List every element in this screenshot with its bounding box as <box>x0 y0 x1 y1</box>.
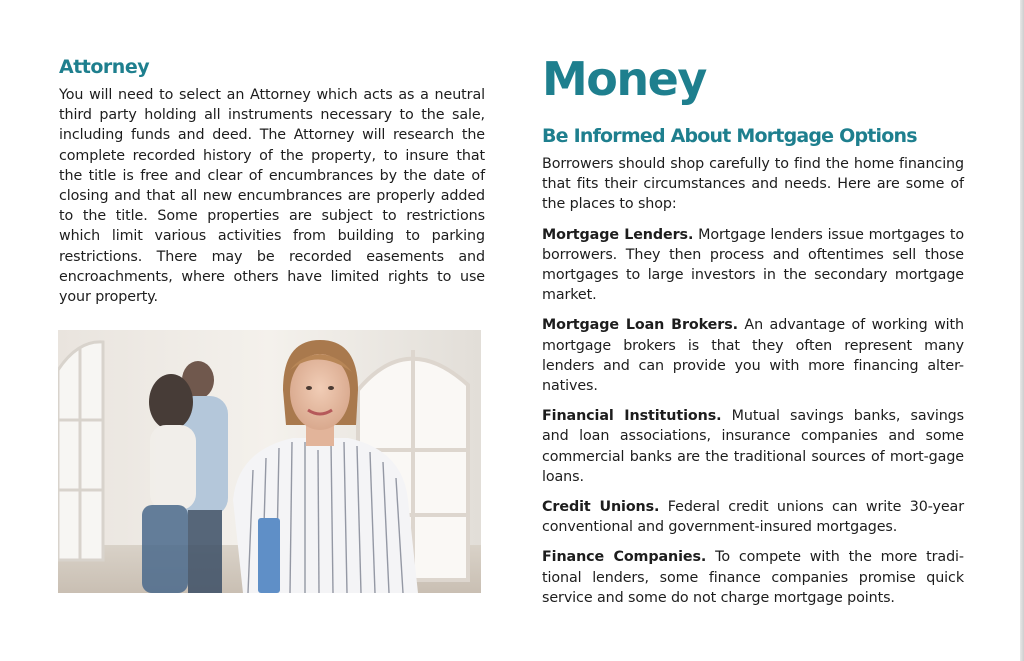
entry-text: Mortgage lenders issue mortgages to borrowers. They then process and oftentimes sell those mortgages to large investors in the secondary mortgage market. <box>542 226 964 304</box>
entry-text: An advantage of working with mortgage brokers is that they often represent many lenders and can provide you with more financing alter-natives. <box>542 317 965 395</box>
entry-text: Federal credit unions can write 30-year conventional and government-insured mortgages. <box>542 499 964 536</box>
entry-term: Credit Unions. <box>542 499 660 516</box>
entry-term: Mortgage Loan Brokers. <box>542 317 738 334</box>
attorney-heading: Attorney <box>59 56 150 78</box>
money-intro: Borrowers should shop carefully to find the home financing that fits their circumstances and needs. Here are some of the places to shop: <box>542 156 964 213</box>
entry-credit-unions <box>542 497 964 537</box>
page-edge <box>1020 0 1024 661</box>
entry-term: Finance Companies. <box>542 549 707 566</box>
entry-term: Mortgage Lenders. <box>542 226 694 243</box>
money-section <box>542 50 964 608</box>
realtor-photo <box>58 330 481 593</box>
attorney-paragraph: You will need to select an Attorney which acts as a neutral third party holding all instruments necessary to the sale, including funds and deed. The Attorney will research the complete recorded history of the property, to insure that the title is free and clear of encumbrances by the date of closing and that all new encumbrances are properly added to the title. Some properties are subject to restrictions which limit various activities from building to parking restrictions. There may be recorded easements and encroachments, where others have limited rights to use your property. <box>59 87 485 306</box>
mortgage-options-subheading: Be Informed About Mortgage Options <box>542 125 917 147</box>
money-heading: Money <box>542 52 706 106</box>
entry-text: Mutual savings banks, savings and loan associations, insurance companies and some commercial banks are the traditional sources of mort-gage loans. <box>542 408 965 485</box>
entry-text: To compete with the more tradi-tional lenders, some finance companies promise quick service and some do not charge mortgage points. <box>542 549 964 606</box>
entry-mortgage-loan-brokers <box>542 315 964 396</box>
entry-mortgage-lenders <box>542 225 964 306</box>
photo-illustration <box>58 330 481 593</box>
entry-term: Financial Institutions. <box>542 408 722 425</box>
entry-finance-companies <box>542 547 964 608</box>
entry-financial-institutions <box>542 406 964 487</box>
attorney-section <box>59 55 485 307</box>
